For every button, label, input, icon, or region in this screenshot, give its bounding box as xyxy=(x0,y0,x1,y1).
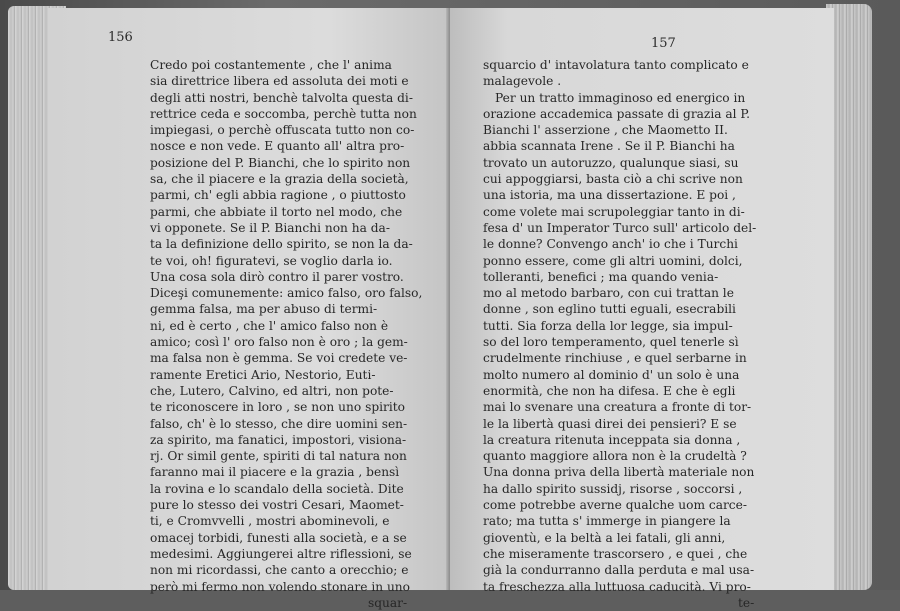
text-line: tutti. Sia forza della lor legge, sia impul- xyxy=(483,318,733,333)
text-line: medesimi. Aggiungerei altre riflessioni, se xyxy=(150,546,412,561)
text-line: tolleranti, benefici ; ma quando venia- xyxy=(483,269,719,284)
text-line: ponno essere, come gli altri uomini, dolci, xyxy=(483,253,743,268)
text-line: te voi, oh! figuratevi, se voglio darla io. xyxy=(150,253,393,268)
text-line: però mi fermo non volendo stonare in uno xyxy=(150,579,410,594)
left-page xyxy=(48,8,450,610)
catchword: squar- xyxy=(368,595,408,610)
text-line: trovato un autoruzzo, qualunque siasi, su xyxy=(483,155,739,170)
text-line: posizione del P. Bianchi, che lo spirito non xyxy=(150,155,411,170)
text-line: impiegasi, o perchè offuscata tutto non co- xyxy=(150,123,415,138)
text-line: ta freschezza alla luttuosa caducità. Vi pro- xyxy=(483,579,751,594)
text-line: fesa d' un Imperator Turco sull' articolo del- xyxy=(483,220,757,235)
text-line: la creatura ritenuta inceppata sia donna , xyxy=(483,432,741,447)
text-line: falso, ch' è lo stesso, che dire uomini sen- xyxy=(150,416,408,431)
text-line: Una donna priva della libertà materiale non xyxy=(483,465,755,480)
right-page-number: 157 xyxy=(651,36,676,51)
text-line: Diceşi comunemente: amico falso, oro falso, xyxy=(150,286,423,301)
text-line: Una cosa sola dirò contro il parer vostro. xyxy=(150,269,404,284)
text-line: rettrice ceda e soccomba, perchè tutta non xyxy=(150,106,417,121)
text-line: Bianchi l' asserzione , che Maometto II. xyxy=(483,123,728,138)
text-line: malagevole . xyxy=(483,74,562,89)
text-line: sia direttrice libera ed assoluta dei moti e xyxy=(150,74,409,89)
text-line: rato; ma tutta s' immerge in piangere la xyxy=(483,514,731,529)
text-line: la rovina e lo scandalo della società. Dite xyxy=(150,481,404,496)
text-line: nosce e non vede. E quanto all' altra pro- xyxy=(150,139,405,154)
right-page-text xyxy=(483,57,793,611)
text-line: parmi, che abbiate il torto nel modo, che xyxy=(150,204,403,219)
text-line: mai lo svenare una creatura a fronte di tor- xyxy=(483,400,752,415)
text-line: ta la definizione dello spirito, se non la da- xyxy=(150,237,413,252)
text-line: abbia scannata Irene . Se il P. Bianchi ha xyxy=(483,139,735,154)
text-line: non mi ricordassi, che canto a orecchio; e xyxy=(150,563,409,578)
left-page-text xyxy=(150,57,470,611)
text-line: gemma falsa, ma per abuso di termi- xyxy=(150,302,378,317)
text-line: che, Lutero, Calvino, ed altri, non pote- xyxy=(150,383,394,398)
text-line: come potrebbe averne qualche uom carce- xyxy=(483,498,747,513)
text-line: pure lo stesso dei vostri Cesari, Maomet- xyxy=(150,498,404,513)
text-line: enormità, che non ha difesa. E che è egli xyxy=(483,383,736,398)
text-line: una istoria, ma una dissertazione. E poi , xyxy=(483,188,736,203)
catchword: te- xyxy=(738,595,755,610)
text-line: so del loro temperamento, quel tenerle sì xyxy=(483,335,739,350)
text-line: squarcio d' intavolatura tanto complicato e xyxy=(483,58,749,72)
text-line: crudelmente rinchiuse , e quel serbarne in xyxy=(483,351,747,366)
text-line: molto numero al dominio d' un solo è una xyxy=(483,367,740,382)
left-page-number: 156 xyxy=(108,30,133,45)
text-line: gioventù, e la beltà a lei fatali, gli anni, xyxy=(483,530,726,545)
text-line: amico; così l' oro falso non è oro ; la gem- xyxy=(150,335,408,350)
text-line: orazione accademica passate di grazia al P. xyxy=(483,106,751,121)
text-line: le la libertà quasi direi dei pensieri? E se xyxy=(483,416,737,431)
text-line: omacej torbidi, funesti alla società, e a se xyxy=(150,530,407,545)
text-line: ni, ed è certo , che l' amico falso non è xyxy=(150,318,389,333)
text-line: quanto maggiore allora non è la crudeltà ? xyxy=(483,449,747,464)
text-line: donne , son eglino tutti eguali, esecrabili xyxy=(483,302,736,317)
text-line: ramente Eretici Ario, Nestorio, Euti- xyxy=(150,367,376,382)
text-line: le donne? Convengo anch' io che i Turchi xyxy=(483,237,738,252)
text-line: sa, che il piacere e la grazia della società, xyxy=(150,172,409,187)
text-line: faranno mai il piacere e la grazia , bensì xyxy=(150,465,400,480)
text-line: Credo poi costantemente , che l' anima xyxy=(150,58,392,72)
right-page xyxy=(450,8,834,610)
text-line: già la condurranno dalla perduta e mal usa- xyxy=(483,563,755,578)
text-line: mo al metodo barbaro, con cui trattan le xyxy=(483,286,734,301)
text-line: Per un tratto immaginoso ed energico in xyxy=(495,90,746,105)
text-line: te riconoscere in loro , se non uno spirito xyxy=(150,400,405,415)
text-line: degli atti nostri, benchè talvolta questa di- xyxy=(150,90,413,105)
text-line: vi opponete. Se il P. Bianchi non ha da- xyxy=(150,220,390,235)
text-line: ha dallo spirito sussidj, risorse , soccorsi , xyxy=(483,481,743,496)
text-line: parmi, ch' egli abbia ragione , o piuttosto xyxy=(150,188,406,203)
text-line: cui appoggiarsi, basta ciò a chi scrive non xyxy=(483,172,743,187)
text-line: ti, e Cromvvelli , mostri abominevoli, e xyxy=(150,514,390,529)
text-line: che miseramente trascorsero , e quei , che xyxy=(483,546,748,561)
text-line: rj. Or simil gente, spiriti di tal natura non xyxy=(150,449,407,464)
text-line: za spirito, ma fanatici, impostori, visiona- xyxy=(150,432,407,447)
text-line: ma falsa non è gemma. Se voi credete ve- xyxy=(150,351,408,366)
text-line: come volete mai scrupoleggiar tanto in di- xyxy=(483,204,745,219)
